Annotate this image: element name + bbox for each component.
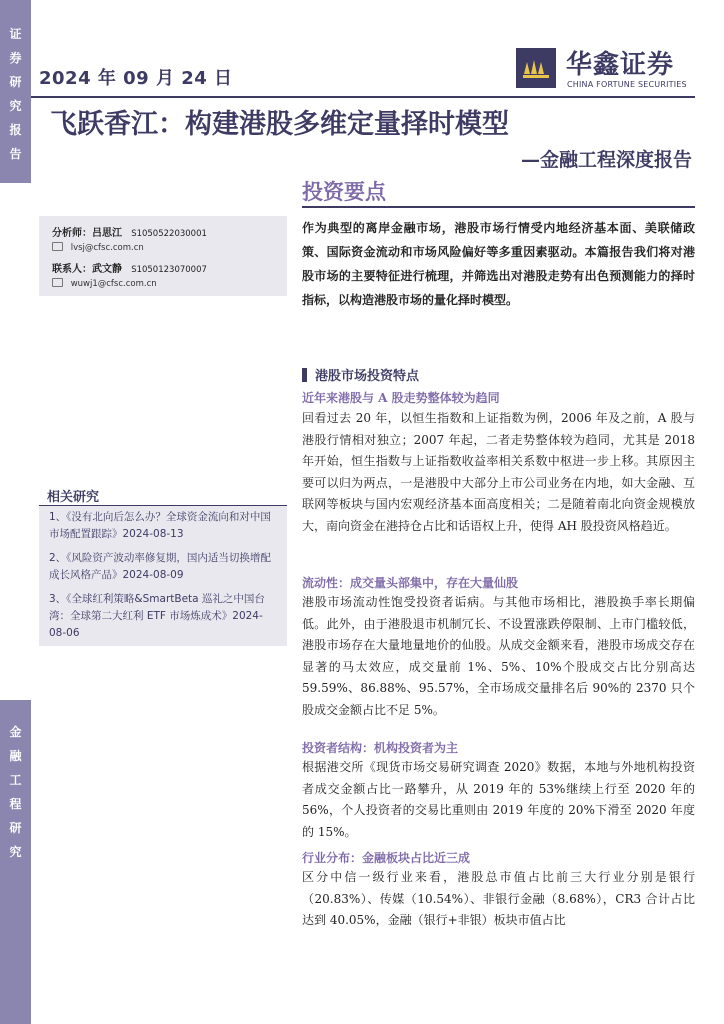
strip-char: 报 [9,123,22,137]
summary-paragraph: 作为典型的离岸金融市场，港股市场行情受内地经济基本面、美联储政策、国际资金流动和市场风险偏好等多重因素驱动。本篇报告我们将对港股市场的主要特征进行梳理，并筛选出对港股走势有出色预测能力的择时指标，以构造港股市场的量化择时模型。 [302,221,695,307]
analyst-email[interactable]: lvsj@cfsc.com.cn [70,243,144,253]
strip-char: 研 [9,75,22,89]
contact-email[interactable]: wuwj1@cfsc.com.cn [70,279,157,289]
mail-icon [52,242,63,251]
company-logo [516,48,696,94]
strip-char: 融 [9,749,22,763]
heading-bar [302,368,307,382]
market-heading-text: 港股市场投资特点 [315,369,420,384]
section-divider [302,206,695,208]
strip-char: 研 [9,821,22,835]
strip-char: 究 [9,845,22,859]
subsection-text: 区分中信一级行业来看，港股总市值占比前三大行业分别是银行（20.83%）、传媒（10.54%）、非银行金融（8.68%），CR3 合计占比达到 40.05%，金融（银行+非银）板块市值占比 [302,870,695,927]
report-type-strip [0,0,31,183]
subsection-text: 港股市场流动性饱受投资者诟病。与其他市场相比，港股换手率长期偏低。此外，由于港股退市机制冗长、不设置涨跌停限制、上市门槛较低，港股市场存在大量地量地价的仙股。从成交金额来看，港股市场成交存在显著的马太效应，成交量前 1%、5%、10%个股成交占比分别高达 59.59%、86.88%、95.57%，全市场成交量排名后 90%的 2370 只个股成交金额占比不足 5%。 [302,595,695,717]
analyst-info-box [39,216,287,296]
related-item[interactable]: 3、《全球红利策略&SmartBeta 巡礼之中国台湾：全球第二大红利 ETF 市场炼成术》2024-08-06 [39,588,287,646]
logo-name: 华鑫证券 [566,50,675,80]
section-title: 投资要点 [302,179,386,204]
subsection-text: 根据港交所《现货市场交易研究调查 2020》数据，本地与外地机构投资者成交金额占比一路攀升，从 2019 年的 53%继续上行至 2020 年的 56%，个人投资者的交易比重则由 2019 年度的 20%下滑至 2020 年度的 15%。 [302,760,695,839]
strip-char: 券 [9,51,22,65]
subsection-title: 行业分布：金融板块占比近三成 [302,851,471,865]
related-item[interactable]: 2、《风险资产波动率修复期，国内适当切换增配成长风格产品》2024-08-09 [39,547,287,588]
subsection-title: 投资者结构：机构投资者为主 [302,741,459,755]
analyst-certificate: S1050522030001 [131,229,207,239]
report-title: 飞跃香江：构建港股多维定量择时模型 [50,109,509,140]
subsection-text: 回看过去 20 年，以恒生指数和上证指数为例，2006 年及之前，A 股与港股行情相对独立；2007 年起，二者走势整体较为趋同，尤其是 2018 年开始，恒生指数与上证指数收益率相关系数中枢进一步上移。其原因主要可以归为两点，一是港股中大部分上市公司业务在内地，如大金融、互联网等板块与国内宏观经济基本面高度相关；二是随着南北向资金规模放大，南向资金在港持仓占比和话语权上升，使得 AH 股投资风格趋近。 [302,411,695,533]
report-date: 2024 年 09 月 24 日 [39,68,233,89]
analyst-email-row [52,242,144,253]
strip-char: 金 [9,725,22,739]
market-section-heading [302,365,419,384]
analyst-row [52,224,207,239]
related-research-list [39,506,287,646]
strip-char: 程 [9,797,22,811]
logo-english-name: CHINA FORTUNE SECURITIES [567,80,687,89]
contact-certificate: S1050123070007 [131,265,207,275]
strip-char: 究 [9,99,22,113]
logo-icon [516,48,556,88]
related-item[interactable]: 1、《没有北向后怎么办？全球资金流向和对中国市场配置跟踪》2024-08-13 [39,506,287,547]
contact-name: 联系人：武文静 [52,264,122,275]
related-research-title: 相关研究 [47,490,100,505]
header-divider [31,96,695,98]
strip-char: 工 [9,773,22,787]
contact-email-row [52,278,157,289]
contact-row [52,260,207,275]
strip-char: 告 [9,147,22,161]
subsection-title: 流动性：成交量头部集中，存在大量仙股 [302,576,519,590]
category-strip [0,700,31,1024]
mail-icon [52,278,63,287]
subsection-title: 近年来港股与 A 股走势整体较为趋同 [302,391,500,405]
strip-char: 证 [9,27,22,41]
analyst-name: 分析师：吕思江 [52,228,122,239]
report-subtitle: —金融工程深度报告 [520,149,692,171]
